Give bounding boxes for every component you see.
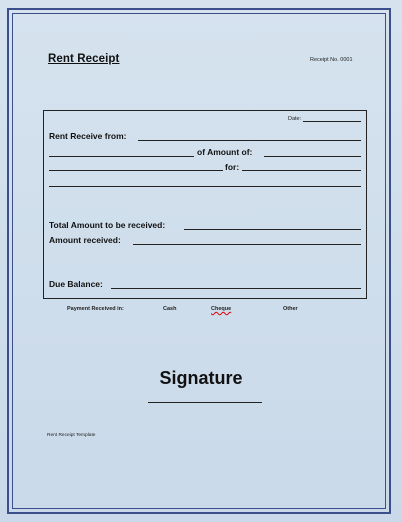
footer-template-label: Rent Receipt Template [47, 433, 96, 438]
payment-received-label: Payment Received in: [67, 306, 124, 312]
total-amount-field[interactable] [184, 229, 361, 230]
payment-option-cash[interactable]: Cash [163, 306, 177, 312]
extra-line-field[interactable] [49, 186, 361, 187]
payer-name-continued-field[interactable] [49, 156, 194, 157]
for-field[interactable] [242, 170, 361, 171]
payment-option-cheque[interactable]: Cheque [211, 306, 232, 312]
rent-receive-from-label: Rent Receive from: [49, 131, 127, 141]
payment-option-other[interactable]: Other [283, 306, 298, 312]
receipt-number: Receipt No. 0001 [310, 57, 353, 63]
date-field[interactable] [303, 121, 361, 122]
receipt-title: Rent Receipt [48, 53, 120, 65]
signature-line[interactable] [148, 402, 262, 403]
amount-words-field[interactable] [49, 170, 223, 171]
amount-received-label: Amount received: [49, 235, 121, 245]
amount-of-field[interactable] [264, 156, 361, 157]
amount-received-field[interactable] [133, 244, 361, 245]
for-label: for: [225, 162, 240, 172]
rent-receive-from-field[interactable] [138, 140, 361, 141]
of-amount-of-label: of Amount of: [197, 147, 253, 157]
due-balance-label: Due Balance: [49, 279, 103, 289]
signature-label: Signature [159, 368, 243, 388]
date-label: Date: [288, 116, 302, 122]
total-amount-label: Total Amount to be received: [49, 220, 166, 230]
due-balance-field[interactable] [111, 288, 361, 289]
